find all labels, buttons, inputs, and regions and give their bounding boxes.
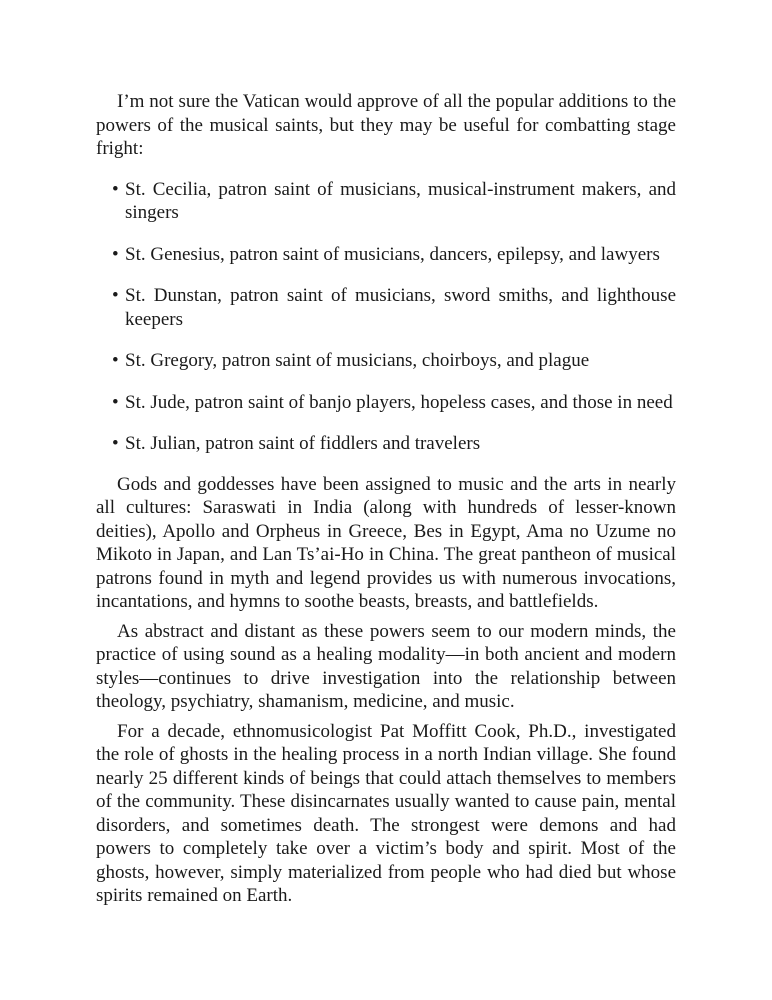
list-item [96,349,676,373]
bullet-icon: • [112,391,119,413]
saint-dunstan-text: St. Dunstan, patron saint of musicians, sword smiths, and lighthouse keepers [125,285,676,330]
list-item [96,432,676,456]
bullet-icon: • [112,243,119,265]
bullet-icon: • [112,433,119,454]
gods-paragraph: Gods and goddesses have been assigned to music and the arts in nearly all cultures: Saraswati in India (along with hundreds of lesser-known deities), Apollo and Orpheus in Greece, Bes in Egypt, Ama no Uzume no Mikoto in Japan, and Lan Ts’ai-Ho in China. The great pantheon of musical patrons found in myth and legend provides us with numerous invocations, incantations, and hymns to soothe beasts, breasts, and battlefields. [96,473,676,612]
saint-genesius-text: St. Genesius, patron saint of musicians, dancers, epilepsy, and lawyers [125,243,660,265]
list-item [96,391,676,415]
abstract-paragraph: As abstract and distant as these powers seem to our modern minds, the practice of using sound as a healing modality—in both ancient and modern styles—continues to drive investigation into the relationship between theology, psychiatry, shamanism, medicine, and music. [96,620,676,712]
bullet-icon: • [112,350,119,371]
saint-jude-text: St. Jude, patron saint of banjo players, hopeless cases, and those in need [125,391,673,413]
list-item [96,178,676,225]
list-item [96,284,676,331]
list-item [96,243,676,267]
bullet-icon: • [112,178,119,200]
saint-cecilia-text: St. Cecilia, patron saint of musicians, musical-instrument makers, and singers [125,178,676,223]
saint-gregory-text: St. Gregory, patron saint of musicians, choirboys, and plague [125,350,590,371]
saint-julian-text: St. Julian, patron saint of fiddlers and travelers [125,433,481,454]
intro-paragraph: I’m not sure the Vatican would approve of all the popular additions to the powers of the musical saints, but they may be useful for combatting stage fright: [96,91,676,159]
cook-paragraph: For a decade, ethnomusicologist Pat Moffitt Cook, Ph.D., investigated the role of ghosts in the healing process in a north Indian village. She found nearly 25 different kinds of beings that could attach themselves to members of the community. These disincarnates usually wanted to cause pain, mental disorders, and sometimes death. The strongest were demons and had powers to completely take over a victim’s body and spirit. Most of the ghosts, however, simply materialized from people who had died but whose spirits remained on Earth. [96,720,676,906]
bullet-icon: • [112,285,119,306]
book-page [96,90,676,908]
saints-list [96,178,676,456]
